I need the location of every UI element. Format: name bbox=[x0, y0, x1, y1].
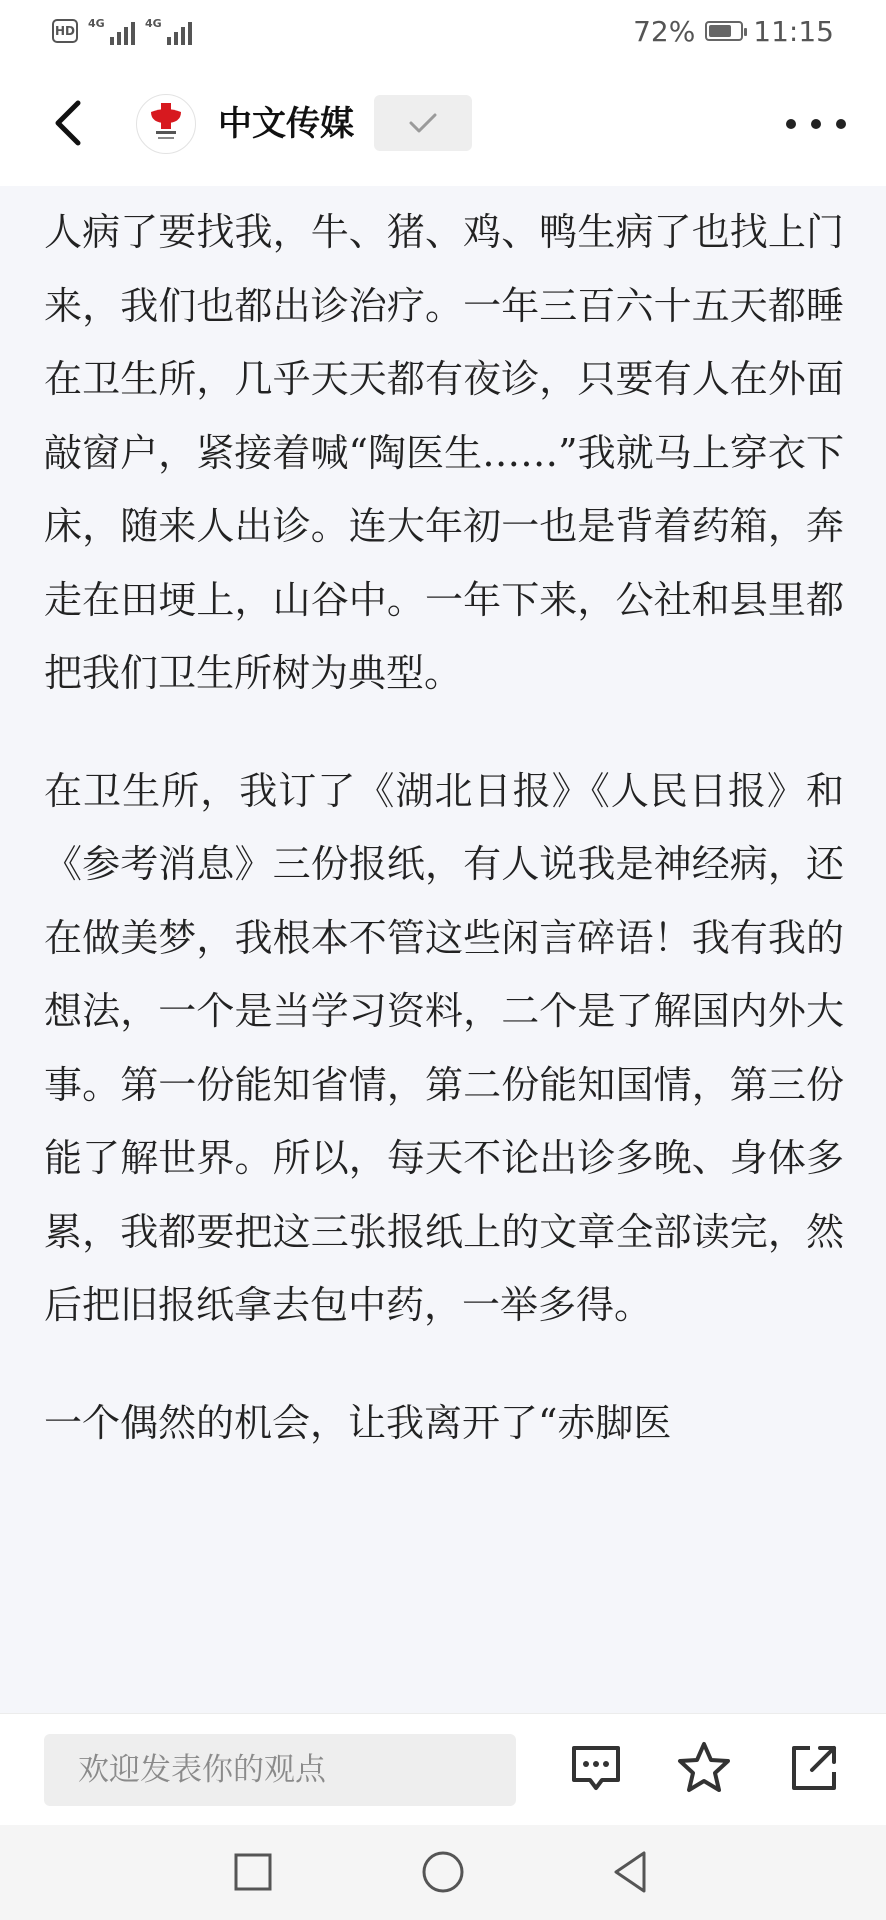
comment-icon bbox=[568, 1740, 624, 1796]
signal-icon-sim2 bbox=[145, 17, 192, 45]
signal-icon bbox=[88, 17, 135, 45]
status-right bbox=[633, 14, 834, 48]
more-button[interactable] bbox=[786, 106, 846, 142]
article-header bbox=[0, 62, 886, 186]
back-icon bbox=[48, 95, 88, 151]
system-nav-bar bbox=[0, 1825, 886, 1920]
nav-back-button[interactable] bbox=[606, 1847, 656, 1897]
sim1-network-tag: 4G bbox=[88, 17, 105, 30]
more-icon bbox=[786, 119, 796, 129]
article-paragraph: 在卫生所，我订了《湖北日报》《人民日报》和《参考消息》三份报纸，有人说我是神经病，还在做美梦，我根本不管这些闲言碎语！我有我的想法，一个是当学习资料，二个是了解国内外大事。第一份能知省情，第二份能知国情，第三份能了解世界。所以，每天不论出诊多晚、身体多累，我都要把这三张报纸上的文章全部读完，然后把旧报纸拿去包中药，一举多得。 bbox=[44, 768, 844, 1327]
clock: 11:15 bbox=[753, 14, 834, 48]
home-button[interactable] bbox=[418, 1847, 468, 1897]
hd-icon: HD bbox=[52, 19, 78, 43]
comment-bar bbox=[0, 1713, 886, 1826]
battery-percent: 72% bbox=[633, 14, 696, 48]
share-button[interactable] bbox=[786, 1740, 842, 1796]
checkmark-icon bbox=[408, 112, 438, 134]
status-left bbox=[52, 14, 192, 48]
article-body bbox=[44, 196, 844, 1713]
sim2-network-tag: 4G bbox=[145, 17, 162, 30]
back-triangle-icon bbox=[606, 1847, 656, 1897]
recent-apps-button[interactable] bbox=[228, 1847, 278, 1897]
comments-button[interactable] bbox=[568, 1740, 624, 1796]
channel-name[interactable]: 中文传媒 bbox=[218, 104, 354, 144]
article-paragraph: 一个偶然的机会，让我离开了“赤脚医 bbox=[44, 1400, 672, 1445]
comment-input[interactable]: 欢迎发表你的观点 bbox=[44, 1734, 516, 1806]
share-icon bbox=[786, 1740, 842, 1796]
back-button[interactable] bbox=[48, 95, 88, 151]
status-bar bbox=[0, 0, 886, 62]
channel-logo-icon bbox=[137, 95, 195, 153]
follow-button[interactable] bbox=[374, 95, 472, 151]
article-paragraph: 人病了要找我，牛、猪、鸡、鸭生病了也找上门来，我们也都出诊治疗。一年三百六十五天都睡在卫生所，几乎天天都有夜诊，只要有人在外面敲窗户，紧接着喊“陶医生……”我就马上穿衣下床，随来人出诊。连大年初一也是背着药箱，奔走在田埂上，山谷中。一年下来，公社和县里都把我们卫生所树为典型。 bbox=[44, 210, 844, 695]
star-icon bbox=[676, 1740, 732, 1796]
battery-fill bbox=[709, 25, 731, 37]
channel-logo[interactable] bbox=[136, 94, 196, 154]
recent-apps-icon bbox=[228, 1847, 278, 1897]
home-icon bbox=[418, 1847, 468, 1897]
favorite-button[interactable] bbox=[676, 1740, 732, 1796]
battery-icon bbox=[705, 21, 743, 41]
